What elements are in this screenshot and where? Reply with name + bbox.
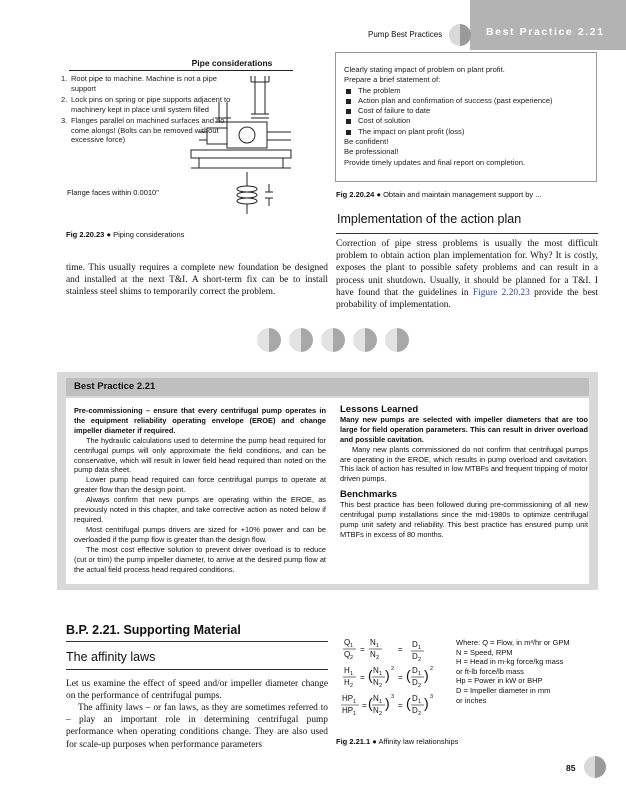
- svg-text:1: 1: [376, 643, 380, 649]
- svg-text:N: N: [373, 678, 379, 687]
- supporting-material-heading: B.P. 2.21. Supporting Material: [66, 623, 241, 637]
- svg-text:(: (: [406, 695, 411, 711]
- divider-circle-icon: [321, 328, 345, 352]
- box-line: Provide timely updates and final report on completion.: [344, 157, 526, 167]
- heading-rule: [336, 233, 598, 234]
- bullet-item: Action plan and confirmation of success (past experience): [344, 96, 588, 106]
- svg-text:D: D: [412, 694, 418, 703]
- svg-text:2: 2: [350, 683, 354, 689]
- pump-piping-diagram: [169, 52, 301, 222]
- list-item: 2. Lock pins on spring or pipe supports adjacent to machinery kept in place until system filled: [61, 95, 231, 114]
- svg-text:N: N: [373, 706, 379, 715]
- svg-text:1: 1: [418, 645, 422, 651]
- svg-text:1: 1: [379, 699, 383, 705]
- box-line: Be confident!: [344, 137, 389, 147]
- legend-line: or ft-lb force/lb mass: [456, 666, 524, 676]
- svg-text:=: =: [398, 645, 403, 654]
- header-tab-band: [470, 0, 626, 50]
- svg-text:D: D: [412, 706, 418, 715]
- implementation-paragraph: Correction of pipe stress problems is usually the most difficult problem to obtain action plan implementation for. Why? It is costly, exposes the plant to possible safety problems and can result in a process unit shutdown. Usually, it should be planned for a T&I. I have found that the guidelines in Figure 2.20.23 provide the best probability of implementation.: [336, 239, 598, 311]
- benchmarks-paragraph: This best practice has been followed during pre-commissioning of all new centrifugal pump installations since the mid-1980s to optimize centrifugal pump unit safety and reliability. This best practice has ensured pump unit MTBFs in excess of 80 months.: [340, 500, 588, 539]
- legend-line: Where: Q = Flow, in m³/hr or GPM: [456, 638, 570, 647]
- legend-line: N = Speed, RPM: [456, 647, 513, 657]
- svg-text:H: H: [344, 678, 350, 687]
- svg-text:1: 1: [379, 671, 383, 677]
- bullet-item: The impact on plant profit (loss): [344, 127, 588, 137]
- legend-line: or inches: [456, 695, 487, 705]
- list-item: 1. Root pipe to machine. Machine is not a pipe support: [61, 74, 217, 93]
- svg-text:1: 1: [350, 643, 354, 649]
- header-section-title: Pump Best Practices: [368, 30, 443, 39]
- svg-text:=: =: [362, 701, 367, 710]
- svg-text:=: =: [398, 701, 403, 710]
- svg-text:2: 2: [418, 683, 422, 689]
- svg-text:D: D: [412, 666, 418, 675]
- header-half-circle-icon: [449, 24, 471, 46]
- legend-line: H = Head in m-kg force/kg mass: [456, 657, 564, 667]
- svg-text:(: (: [368, 695, 373, 711]
- svg-text:2: 2: [430, 666, 434, 672]
- best-practice-paragraph: The most cost effective solution to prevent driver overload is to reduce (cut or trim) the pump impeller diameter, to arrive at the desired pump flow at the actual field process head required conditions.: [74, 544, 326, 574]
- benchmarks-heading: Benchmarks: [340, 489, 398, 501]
- svg-text:2: 2: [418, 657, 422, 663]
- svg-text:D: D: [412, 652, 418, 661]
- figure-caption: Fig 2.20.24 ● Obtain and maintain management support by ...: [336, 190, 542, 199]
- lessons-heading: Lessons Learned: [340, 404, 419, 415]
- best-practice-left-column: [74, 406, 326, 574]
- svg-text:1: 1: [418, 699, 422, 705]
- svg-text:D: D: [412, 678, 418, 687]
- best-practice-paragraph: Lower pump head required can force centrifugal pumps to operate at greater flow than the design point.: [74, 475, 326, 495]
- svg-text:1: 1: [353, 711, 357, 717]
- svg-text:Q: Q: [344, 650, 351, 659]
- legend-line: Hp = Power in kW or BHP: [456, 676, 543, 686]
- svg-text:=: =: [360, 673, 365, 682]
- page-half-circle-icon: [584, 756, 606, 778]
- affinity-variable-legend: [456, 638, 601, 705]
- figure-caption: Fig 2.20.23 ● Piping considerations: [66, 230, 185, 239]
- list-item: 3. Flanges parallel on machined surfaces and no come alongs! (Bolts can be removed without excessive force): [61, 116, 225, 144]
- best-practice-right-column: [340, 405, 588, 540]
- svg-text:H: H: [344, 666, 350, 675]
- svg-text:(: (: [406, 667, 411, 683]
- affinity-law-equations: [340, 635, 450, 725]
- bullet-item: Cost of solution: [344, 116, 588, 126]
- box-line: Prepare a brief statement of:: [344, 75, 441, 85]
- page-number: 85: [566, 763, 576, 773]
- affinity-laws-heading: The affinity laws: [66, 650, 156, 664]
- svg-text:): ): [385, 695, 390, 711]
- box-line: Be professional!: [344, 147, 399, 157]
- figure-pipe-considerations: [57, 52, 301, 222]
- best-practice-paragraph: Always confirm that new pumps are operating within the EROE, as previously noted in this chapter, and take corrective action as noted below if required.: [74, 495, 326, 524]
- svg-text:2: 2: [379, 683, 383, 689]
- lessons-paragraph: Many new plants commissioned do not confirm that centrifugal pumps are operating in the EROE, which results in pump overload and cavitation. This lack of action has resulted in low MTBFs and frequent tripping of motor driven pumps.: [340, 444, 588, 484]
- svg-text:3: 3: [430, 694, 434, 700]
- figure-caption: Fig 2.21.1 ● Affinity law relationships: [336, 737, 459, 746]
- box-line: Clearly stating impact of problem on plant profit.: [344, 65, 505, 74]
- bullet-item: Cost of failure to date: [344, 106, 588, 116]
- left-paragraph: time. This usually requires a complete new foundation be designed and installed at the next T&I. A short-term fix can be to install stainless steel shims to temporarily correct the problem.: [66, 263, 328, 298]
- management-support-box: [335, 52, 597, 182]
- best-practice-paragraph: Most centrifugal pumps drivers are sized for +10% power and can be overloaded if the pump flow is greater than the design flow.: [74, 524, 326, 544]
- best-practice-paragraph: The hydraulic calculations used to determine the pump head required for centrifugal pumps will only approximate the field conditions, and can be conservative, which will result in lower field head required than noted on the pump data sheet.: [74, 435, 326, 475]
- svg-text:HP: HP: [342, 706, 354, 715]
- svg-text:3: 3: [391, 694, 395, 700]
- divider-circle-icon: [289, 328, 313, 352]
- best-practice-lead: Pre-commissioning – ensure that every centrifugal pump operates in the equipment reliability operating envelope (EROE) and change impeller diameter if required.: [74, 406, 326, 435]
- legend-line: D = Impeller diameter in mm: [456, 685, 551, 695]
- svg-text:2: 2: [350, 655, 354, 661]
- heading-rule: [66, 641, 328, 642]
- svg-text:D: D: [412, 640, 418, 649]
- svg-text:(: (: [368, 667, 373, 683]
- svg-text:): ): [424, 695, 429, 711]
- svg-text:2: 2: [418, 711, 422, 717]
- svg-text:N: N: [373, 694, 379, 703]
- divider-circle-icon: [353, 328, 377, 352]
- svg-text:): ): [385, 667, 390, 683]
- svg-text:=: =: [398, 673, 403, 682]
- svg-text:1: 1: [353, 699, 357, 705]
- svg-text:2: 2: [376, 655, 380, 661]
- svg-text:1: 1: [418, 671, 422, 677]
- figure-title: Pipe considerations: [191, 58, 273, 68]
- svg-text:=: =: [360, 645, 365, 654]
- svg-text:): ): [424, 667, 429, 683]
- svg-text:N: N: [370, 650, 376, 659]
- svg-text:2: 2: [391, 666, 395, 672]
- figure-link[interactable]: Figure 2.20.23: [472, 287, 530, 298]
- svg-text:N: N: [373, 666, 379, 675]
- svg-text:N: N: [370, 638, 376, 647]
- bullet-item: The problem: [344, 86, 588, 96]
- heading-rule: [66, 669, 328, 670]
- svg-text:HP: HP: [342, 694, 354, 703]
- header-best-practice: Best Practice 2.21: [486, 26, 605, 38]
- section-heading: Implementation of the action plan: [337, 212, 522, 226]
- affinity-paragraph-1: Let us examine the effect of speed and/or impeller diameter change on the performance of centrifugal pumps.: [66, 679, 328, 702]
- lessons-lead: Many new pumps are selected with impeller diameters that are too large for field operation parameters. This can result in driver overload and possible cavitation.: [340, 414, 588, 444]
- divider-circle-icon: [385, 328, 409, 352]
- affinity-paragraph-2: The affinity laws – or fan laws, as they are sometimes referred to – play an important role in determining centrifugal pump performance when operating conditions change. They are also used for scale-up purposes when performance parameters: [66, 703, 328, 750]
- svg-text:Q: Q: [344, 638, 351, 647]
- svg-text:2: 2: [379, 711, 383, 717]
- flange-note: Flange faces within 0.0010": [67, 188, 159, 197]
- best-practice-title: Best Practice 2.21: [74, 381, 156, 392]
- svg-text:1: 1: [350, 671, 354, 677]
- divider-circle-icon: [257, 328, 281, 352]
